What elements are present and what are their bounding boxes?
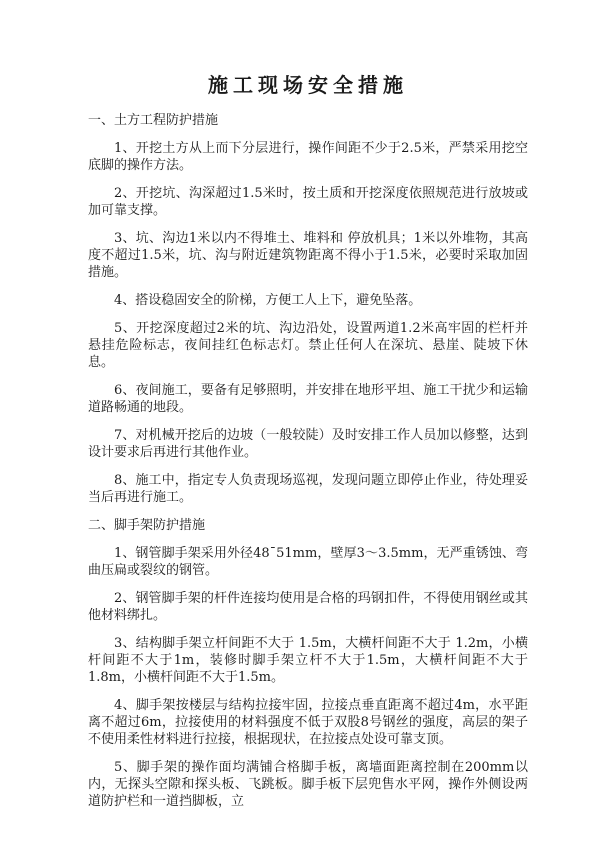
paragraph: 7、对机械开挖后的边坡（一般较陡）及时安排工作人员加以修整，达到设计要求后再进行其他作业。 xyxy=(88,428,528,460)
paragraph: 1、开挖土方从上而下分层进行，操作间距不少于2.5米，严禁采用挖空底脚的操作方法。 xyxy=(88,141,528,173)
paragraph: 8、施工中，指定专人负责现场巡视，发现问题立即停止作业，待处理妥当后再进行施工。 xyxy=(88,473,528,505)
paragraph: 6、夜间施工，要备有足够照明，并安排在地形平坦、施工干扰少和运输道路畅通的地段。 xyxy=(88,383,528,415)
section-heading: 一、土方工程防护措施 xyxy=(88,113,219,128)
section-earthwork xyxy=(88,112,528,506)
paragraph: 2、开挖坑、沟深超过1.5米时，按土质和开挖深度依照规范进行放坡或加可靠支撑。 xyxy=(88,186,528,218)
paragraph: 3、结构脚手架立杆间距不大于 1.5m，大横杆间距不大于 1.2m，小横杆间距不大于1m，装修时脚手架立杆不大于1.5m，大横杆间距不大于1.8m，小横杆间距不大于1.5m。 xyxy=(88,636,528,685)
document-page xyxy=(88,72,528,821)
paragraph: 4、搭设稳固安全的阶梯，方便工人上下，避免坠落。 xyxy=(114,293,422,308)
paragraph: 1、钢管脚手架采用外径48ˉ51mm，壁厚3～3.5mm，无严重锈蚀、弯曲压扁或裂纹的钢管。 xyxy=(88,546,528,578)
paragraph: 5、脚手架的操作面均满铺合格脚手板，离墙面距离控制在200mm以内，无探头空隙和探头板、飞跳板。脚手板下层兜售水平网，操作外侧设两道防护栏和一道挡脚板，立 xyxy=(88,760,528,809)
paragraph: 4、脚手架按楼层与结构拉接牢固，拉接点垂直距离不超过4m，水平距离不超过6m，拉接使用的材料强度不低于双股8号钢丝的强度，高层的架子不使用柔性材料进行拉接，根据现状，在拉接点处设可靠支顶。 xyxy=(88,698,528,747)
section-scaffolding xyxy=(88,517,528,810)
page-title: 施工现场安全措施 xyxy=(208,73,408,97)
section-heading: 二、脚手架防护措施 xyxy=(88,518,206,533)
paragraph: 5、开挖深度超过2米的坑、沟边沿处，设置两道1.2米高牢固的栏杆并悬挂危险标志，夜间挂红色标志灯。禁止任何人在深坑、悬崖、陡坡下休息。 xyxy=(88,321,528,370)
paragraph: 3、坑、沟边1米以内不得堆土、堆料和 停放机具；1米以外堆物，其高度不超过1.5米，坑、沟与附近建筑物距离不得小于1.5米，必要时采取加固措施。 xyxy=(88,231,528,280)
paragraph: 2、钢管脚手架的杆件连接均使用是合格的玛钢扣件，不得使用钢丝或其他材料绑扎。 xyxy=(88,591,528,623)
